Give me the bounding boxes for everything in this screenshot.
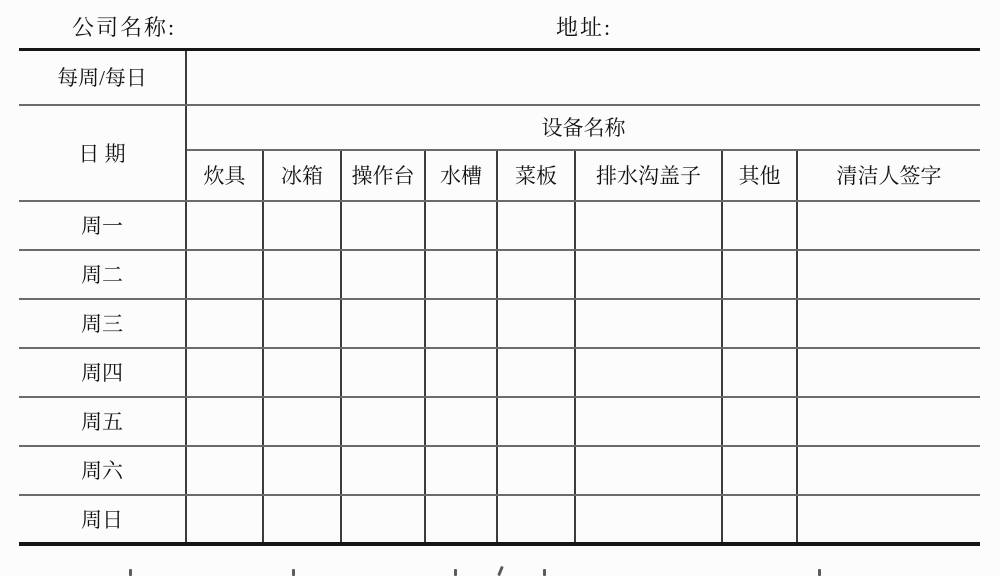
entry-cell (497, 446, 575, 495)
entry-cell (263, 348, 341, 397)
entry-cell (425, 348, 497, 397)
entry-cell (722, 201, 797, 250)
entry-cell (186, 348, 263, 397)
day-row-tuesday (19, 250, 980, 299)
col-header-sink: 水槽 (425, 150, 497, 201)
equipment-group-header-cell: 设备名称 (186, 105, 980, 150)
entry-cell (263, 250, 341, 299)
entry-cell (722, 348, 797, 397)
entry-cell (263, 495, 341, 544)
entry-cell (425, 446, 497, 495)
entry-cell (341, 446, 425, 495)
entry-cell (263, 201, 341, 250)
entry-cell (341, 201, 425, 250)
company-name-label: 公司名称: (72, 15, 177, 40)
entry-cell (497, 201, 575, 250)
col-header-worktable: 操作台 (341, 150, 425, 201)
col-header-other: 其他 (722, 150, 797, 201)
cropped-text-remnant (497, 566, 504, 576)
signature-cell (797, 397, 980, 446)
entry-cell (722, 299, 797, 348)
entry-cell (425, 250, 497, 299)
entry-cell (341, 495, 425, 544)
entry-cell (263, 446, 341, 495)
entry-cell (425, 397, 497, 446)
entry-cell (497, 397, 575, 446)
day-label: 周五 (19, 397, 186, 446)
day-row-wednesday (19, 299, 980, 348)
entry-cell (497, 250, 575, 299)
entry-cell (722, 397, 797, 446)
signature-cell (797, 495, 980, 544)
equipment-group-row (19, 105, 980, 150)
signature-cell (797, 201, 980, 250)
entry-cell (575, 397, 722, 446)
entry-cell (575, 495, 722, 544)
entry-cell (575, 299, 722, 348)
entry-cell (722, 495, 797, 544)
entry-cell (575, 446, 722, 495)
entry-cell (263, 299, 341, 348)
day-label: 周四 (19, 348, 186, 397)
entry-cell (722, 446, 797, 495)
day-label: 周一 (19, 201, 186, 250)
signature-cell (797, 250, 980, 299)
date-header-cell: 日 期 (19, 105, 186, 201)
entry-cell (341, 250, 425, 299)
cleaning-record-table (19, 48, 980, 546)
frequency-row (19, 50, 980, 105)
col-header-drain-cover: 排水沟盖子 (575, 150, 722, 201)
signature-cell (797, 348, 980, 397)
signature-cell (797, 446, 980, 495)
day-label: 周三 (19, 299, 186, 348)
entry-cell (341, 397, 425, 446)
entry-cell (186, 250, 263, 299)
day-label: 周六 (19, 446, 186, 495)
col-header-cookware: 炊具 (186, 150, 263, 201)
frequency-value-cell (186, 50, 980, 105)
entry-cell (263, 397, 341, 446)
entry-cell (497, 495, 575, 544)
entry-cell (186, 397, 263, 446)
entry-cell (425, 299, 497, 348)
entry-cell (722, 250, 797, 299)
entry-cell (186, 495, 263, 544)
entry-cell (341, 299, 425, 348)
col-header-cutting-board: 菜板 (497, 150, 575, 201)
col-header-refrigerator: 冰箱 (263, 150, 341, 201)
frequency-header-cell: 每周/每日 (19, 50, 186, 105)
col-header-cleaner-signature: 清洁人签字 (797, 150, 980, 201)
day-row-monday (19, 201, 980, 250)
entry-cell (575, 250, 722, 299)
day-row-friday (19, 397, 980, 446)
entry-cell (425, 495, 497, 544)
entry-cell (186, 446, 263, 495)
signature-cell (797, 299, 980, 348)
entry-cell (575, 348, 722, 397)
day-row-saturday (19, 446, 980, 495)
day-row-sunday (19, 495, 980, 544)
address-label: 地址: (556, 15, 613, 40)
day-row-thursday (19, 348, 980, 397)
entry-cell (186, 201, 263, 250)
entry-cell (186, 299, 263, 348)
day-label: 周日 (19, 495, 186, 544)
entry-cell (341, 348, 425, 397)
entry-cell (497, 299, 575, 348)
day-label: 周二 (19, 250, 186, 299)
entry-cell (497, 348, 575, 397)
entry-cell (425, 201, 497, 250)
entry-cell (575, 201, 722, 250)
